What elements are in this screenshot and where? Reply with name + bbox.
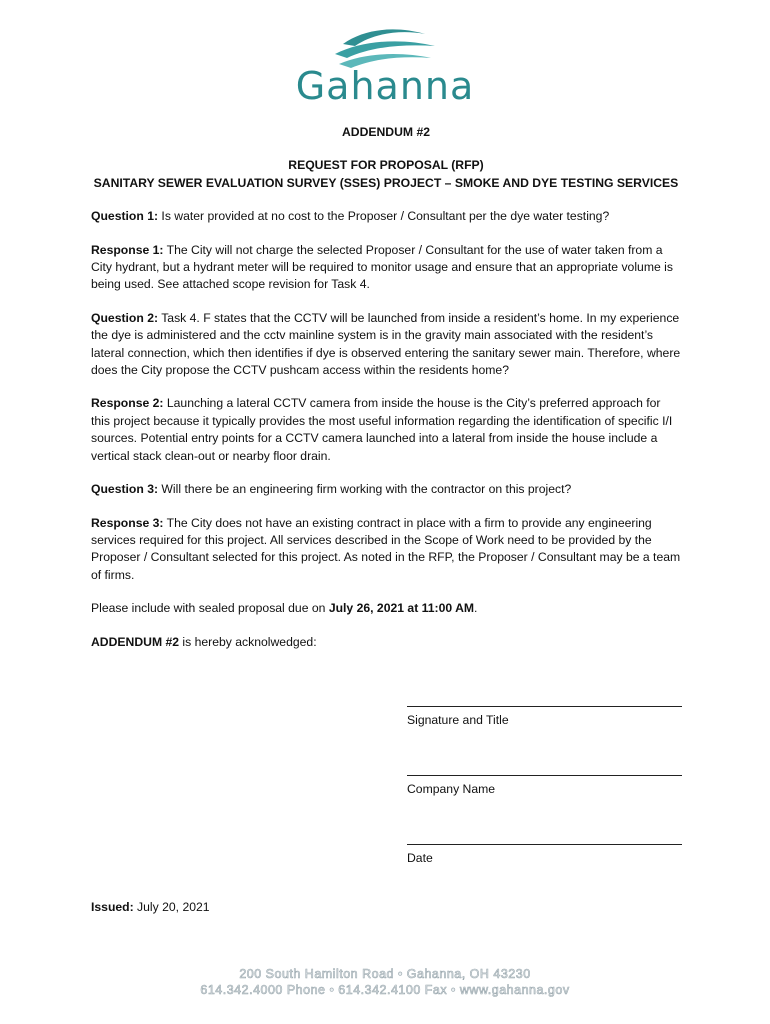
due-date: July 26, 2021 at 11:00 AM (328, 601, 475, 616)
company-label: Company Name (407, 782, 496, 796)
signature-line[interactable] (407, 706, 682, 707)
rfp-title: REQUEST FOR PROPOSAL (RFP) (288, 158, 484, 173)
closing-note: Please include with sealed proposal due on July 26, 2021 at 11:00 AM. (91, 601, 478, 616)
company-line[interactable] (407, 775, 682, 776)
response-2: Response 2: Launching a lateral CCTV camera from inside the house is the City’s preferred approach for this project because it typically provides the most useful information regarding the identification of specific I/I sources. Potential entry points for a CCTV camera launched into a lateral from inside the house include a vertical stack clean-out or nearby floor drain. (91, 396, 673, 463)
response-3: Response 3: The City does not have an existing contract in place with a firm to provide any engineering services required for this project. All services described in the Scope of Work need to be provided by the Proposer / Consultant selected for this project. As noted in the RFP, the Proposer / Consultant may be a team of firms. (91, 515, 681, 582)
document-body (91, 124, 681, 651)
addendum-title: ADDENDUM #2 (341, 125, 431, 139)
question-1: Question 1: Is water provided at no cost to the Proposer / Consultant per the dye water testing? (91, 209, 610, 224)
logo-wordmark: Gahanna (295, 64, 475, 108)
date-line[interactable] (407, 844, 682, 845)
signature-block (407, 706, 682, 727)
company-block (407, 775, 682, 796)
question-3: Question 3: Will there be an engineering firm working with the contractor on this project? (91, 482, 572, 497)
date-block (407, 844, 682, 865)
footer-contact: 614.342.4000 Phone • 614.342.4100 Fax • www.gahanna.gov (200, 983, 570, 997)
signature-label: Signature and Title (407, 713, 509, 727)
footer-address: 200 South Hamilton Road • Gahanna, OH 43230 (239, 967, 531, 981)
date-label: Date (407, 851, 433, 865)
response-1: Response 1: The City will not charge the selected Proposer / Consultant for the use of water taken from a City hydrant, but a hydrant meter will be required to monitor usage and ensure that an appropriate volume is being used. See attached scope revision for Task 4. (91, 242, 673, 292)
gahanna-logo (0, 24, 770, 108)
issued-date: Issued: July 20, 2021 (91, 900, 210, 914)
acknowledgement: ADDENDUM #2 is hereby acknolwedged: (91, 634, 317, 649)
question-2: Question 2: Task 4. F states that the CCTV will be launched from inside a resident’s home. In my experience the dye is administered and the cctv mainline system is in the gravity main associated with the resident’s lateral connection, which then identifies if dye is observed entering the sanitary sewer main. Therefore, where does the City propose the CCTV pushcam access within the residents home? (91, 310, 681, 378)
project-title: SANITARY SEWER EVALUATION SURVEY (SSES) PROJECT – SMOKE AND DYE TESTING SERVICES (93, 175, 679, 190)
wave-icon (325, 24, 445, 68)
